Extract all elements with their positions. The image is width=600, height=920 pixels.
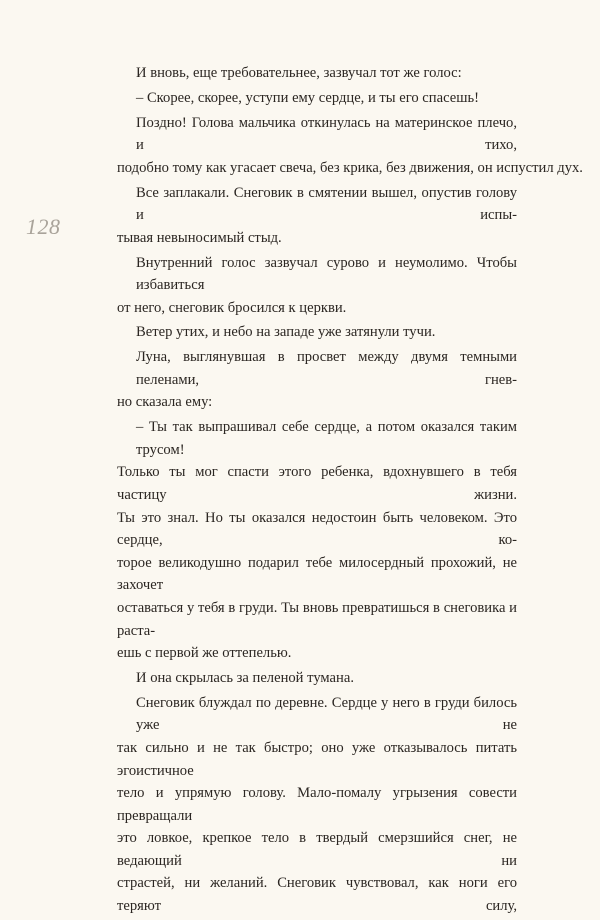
- text-line: Внутренний голос зазвучал сурово и неумолимо. Чтобы избавиться: [136, 254, 517, 294]
- text-line: ешь с первой же оттепелью.: [117, 645, 292, 662]
- paragraph: [117, 346, 517, 414]
- paragraph: [117, 62, 517, 85]
- paragraph: [117, 321, 517, 344]
- text-line: Снеговик блуждал по деревне. Сердце у него в груди билось уже не: [136, 694, 517, 734]
- page-number: 128: [26, 214, 61, 239]
- text-line: но сказала ему:: [117, 394, 213, 411]
- text-line: так сильно и не так быстро; оно уже отказывалось питать эгоистичное: [117, 739, 517, 779]
- text-line: Только ты мог спасти этого ребенка, вдохнувшего в тебя частицу жизни.: [117, 464, 517, 503]
- text-line: страстей, ни желаний. Снеговик чувствовал, как ноги его теряют силу,: [117, 875, 517, 915]
- text-line: Все заплакали. Снеговик в смятении вышел, опустив голову и испы-: [136, 184, 517, 224]
- text-line: Поздно! Голова мальчика откинулась на материнское плечо, и тихо,: [136, 114, 517, 154]
- paragraph: [117, 416, 517, 665]
- paragraph: [117, 182, 517, 250]
- text-line: – Скорее, скорее, уступи ему сердце, и ты его спасешь!: [136, 89, 479, 106]
- paragraph: [117, 667, 517, 690]
- text-line: от него, снеговик бросился к церкви.: [117, 299, 347, 316]
- text-line: тело и упрямую голову. Мало-помалу угрызения совести превращали: [117, 785, 517, 824]
- text-line: это ловкое, крепкое тело в твердый смерзшийся снег, не ведающий ни: [117, 830, 517, 869]
- text-line: И вновь, еще требовательнее, зазвучал тот же голос:: [136, 65, 462, 81]
- paragraph: [117, 252, 517, 320]
- text-line: тывая невыносимый стыд.: [117, 229, 282, 246]
- text-line: Ветер утих, и небо на западе уже затянули тучи.: [136, 324, 436, 341]
- text-line: – Ты так выпрашивал себе сердце, а потом оказался таким трусом!: [136, 419, 517, 458]
- paragraph: [117, 112, 583, 180]
- paragraph: [117, 692, 517, 918]
- text-line: торое великодушно подарил тебе милосердный прохожий, не захочет: [117, 554, 517, 594]
- text-line: оставаться у тебя в груди. Ты вновь превратишься в снеговика и раста-: [117, 599, 517, 639]
- text-line: Ты это знал. Но ты оказался недостоин быть человеком. Это сердце, ко-: [117, 509, 517, 549]
- body-text: [117, 62, 583, 920]
- paragraph: [117, 87, 517, 110]
- text-line: И она скрылась за пеленой тумана.: [136, 669, 354, 686]
- text-line: подобно тому как угасает свеча, без крика, без движения, он испустил дух.: [117, 159, 583, 176]
- text-line: Луна, выглянувшая в просвет между двумя темными пеленами, гнев-: [136, 349, 517, 388]
